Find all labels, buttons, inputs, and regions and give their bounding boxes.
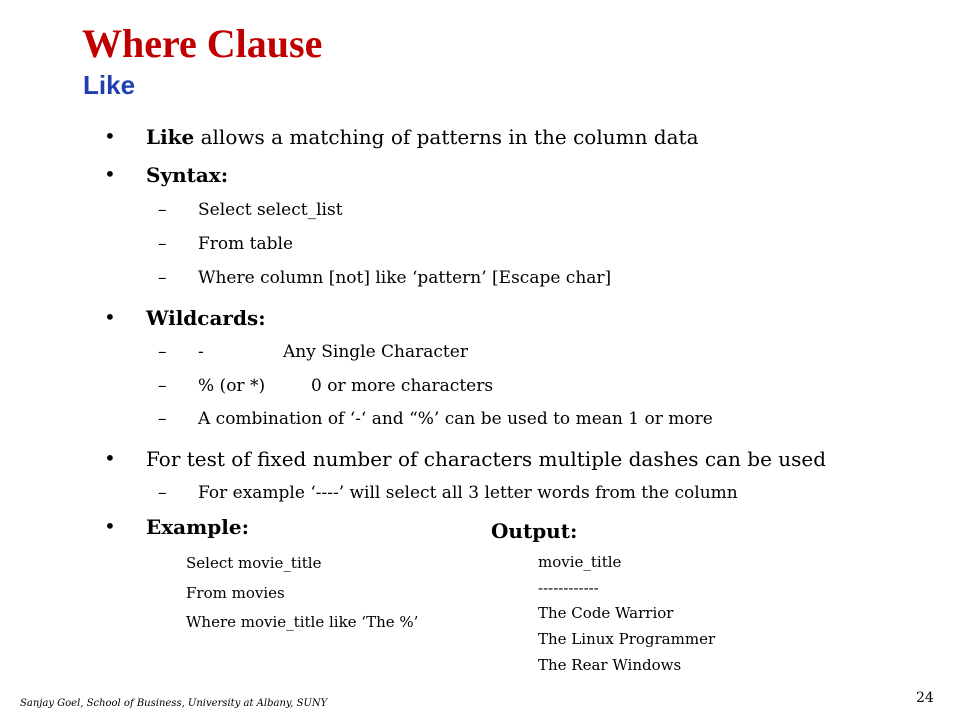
- output-row: movie_title: [538, 553, 622, 571]
- output-row: The Rear Windows: [538, 656, 682, 674]
- slide-subtitle: Like: [83, 70, 136, 100]
- bullet-marker: •: [104, 124, 116, 148]
- output-row: The Code Warrior: [538, 604, 674, 622]
- example-code-line: Where movie_title like ‘The %’: [186, 613, 419, 631]
- example-code-line: Select movie_title: [186, 554, 322, 572]
- output-heading: Output:: [491, 519, 578, 543]
- output-row: The Linux Programmer: [538, 630, 716, 648]
- fixed-characters-example: For example ‘----’ will select all 3 letter words from the column: [198, 483, 738, 503]
- bullet-fixed-characters: For test of fixed number of characters multiple dashes can be used: [146, 447, 827, 471]
- like-keyword: Like: [146, 125, 195, 149]
- bullet-marker: •: [104, 514, 116, 538]
- syntax-line: From table: [198, 234, 294, 254]
- dash-marker: –: [158, 409, 167, 429]
- bullet-syntax: Syntax:: [146, 163, 229, 187]
- syntax-line: Where column [not] like ‘pattern’ [Escape char]: [198, 268, 612, 288]
- wildcard-symbol: -: [198, 342, 204, 362]
- slide-title: Where Clause: [82, 21, 323, 66]
- footer-credit: Sanjay Goel, School of Business, University at Albany, SUNY: [20, 698, 328, 709]
- like-description: allows a matching of patterns in the column data: [194, 125, 699, 149]
- wildcard-description: 0 or more characters: [311, 376, 494, 396]
- dash-marker: –: [158, 268, 167, 288]
- bullet-marker: •: [104, 305, 116, 329]
- wildcard-symbol: % (or *): [198, 376, 266, 396]
- wildcard-description: Any Single Character: [283, 342, 468, 362]
- bullet-example: Example:: [146, 515, 249, 539]
- dash-marker: –: [158, 342, 167, 362]
- page-number: 24: [916, 690, 934, 706]
- bullet-like-definition: [146, 125, 699, 149]
- dash-marker: –: [158, 483, 167, 503]
- dash-marker: –: [158, 234, 167, 254]
- dash-marker: –: [158, 376, 167, 396]
- bullet-marker: •: [104, 446, 116, 470]
- dash-marker: –: [158, 200, 167, 220]
- example-code-line: From movies: [186, 584, 285, 602]
- syntax-line: Select select_list: [198, 200, 343, 220]
- bullet-marker: •: [104, 162, 116, 186]
- output-row: ------------: [538, 579, 599, 597]
- wildcard-combination: A combination of ‘-‘ and “%’ can be used to mean 1 or more: [198, 409, 713, 429]
- bullet-wildcards: Wildcards:: [146, 306, 266, 330]
